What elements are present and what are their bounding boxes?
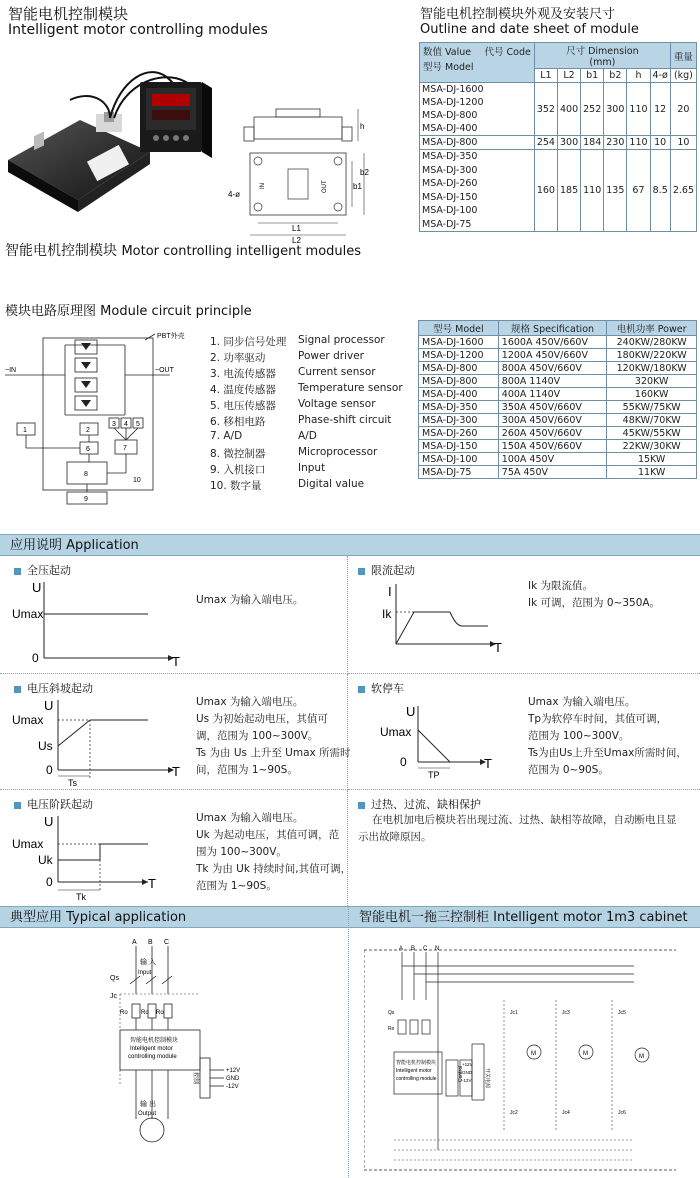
legend-en: Current sensor bbox=[298, 366, 376, 378]
desc-line: Ts为由Us上升至Umax所需时间， bbox=[528, 747, 687, 759]
step-title-text: 电压阶跃起动 bbox=[27, 798, 93, 811]
table-cell: MSA-DJ-400 bbox=[419, 388, 499, 401]
circuit-in-label: ~IN bbox=[5, 367, 17, 374]
output-en: Output bbox=[138, 1111, 157, 1117]
outline-title-cn: 智能电机控制模块外观及安装尺寸 bbox=[420, 7, 616, 22]
input-en: Input bbox=[138, 970, 152, 976]
col-b1: b1 bbox=[581, 69, 604, 83]
col-kg: (kg) bbox=[670, 69, 696, 83]
circuit-diagram bbox=[5, 330, 205, 510]
dim-table-corner bbox=[420, 43, 535, 83]
table-cell: 300A 450V/660V bbox=[498, 414, 606, 427]
ramp-graph bbox=[8, 696, 188, 788]
soft-stop-title-text: 软停车 bbox=[371, 682, 404, 695]
module-en2: controlling module bbox=[396, 1076, 437, 1082]
v12n: -12V bbox=[462, 1078, 472, 1083]
table-row bbox=[420, 83, 697, 136]
jc-label: Jc3 bbox=[562, 1010, 570, 1016]
legend-en: Microprocessor bbox=[298, 446, 378, 458]
cell: 184 bbox=[581, 136, 604, 150]
control-cn: 控制 bbox=[192, 1072, 198, 1085]
circuit-pbt-label: PBT外壳 bbox=[157, 333, 185, 340]
model-name: MSA-DJ-1600 bbox=[422, 84, 484, 95]
power-table bbox=[418, 320, 697, 479]
table-cell: 45KW/55KW bbox=[607, 427, 697, 440]
table-cell: 22KW/30KW bbox=[607, 440, 697, 453]
phase-a: A bbox=[399, 946, 404, 952]
table-cell: 15KW bbox=[607, 453, 697, 466]
axis-ik: Ik bbox=[382, 607, 392, 621]
phase-a: A bbox=[132, 939, 137, 946]
table-row bbox=[419, 336, 697, 349]
desc-line: 范围为 100~300V。 bbox=[528, 730, 630, 742]
group1-models bbox=[420, 83, 535, 136]
jc-label: Jc1 bbox=[510, 1010, 518, 1016]
legend-en: Signal processor bbox=[298, 334, 385, 346]
circuit-node: 9 bbox=[84, 496, 88, 503]
dim-l2-label: L2 bbox=[292, 236, 301, 245]
legend-item bbox=[210, 414, 405, 430]
desc-line: 示出故障原因。 bbox=[358, 831, 432, 843]
header-size-mm: (mm) bbox=[589, 57, 616, 68]
circuit-node: 8 bbox=[84, 471, 88, 478]
gnd: GND bbox=[226, 1076, 240, 1082]
cell: 230 bbox=[604, 136, 627, 150]
col-phi: 4-ø bbox=[650, 69, 670, 83]
power-header-spec: 规格 Specification bbox=[498, 321, 606, 336]
legend-cn: 10. 数字量 bbox=[210, 480, 262, 492]
desc-line: Uk 为起动电压，其值可调，范 bbox=[196, 829, 340, 841]
axis-uk: Uk bbox=[38, 853, 53, 867]
axis-ts: Ts bbox=[68, 778, 77, 788]
circuit-node: 10 bbox=[133, 477, 141, 484]
circuit-title-cn: 模块电路原理图 bbox=[5, 304, 97, 319]
legend-cn: 6. 移相电路 bbox=[210, 416, 266, 428]
dimension-table bbox=[419, 42, 697, 232]
cell: 110 bbox=[627, 136, 650, 150]
legend-cn: 4. 温度传感器 bbox=[210, 384, 276, 396]
qs-label: Qs bbox=[110, 975, 119, 982]
page-title-cn: 智能电机控制模块 bbox=[8, 5, 129, 23]
table-cell: 100A 450V bbox=[498, 453, 606, 466]
phase-b: B bbox=[148, 939, 153, 946]
model-name: MSA-DJ-800 bbox=[422, 110, 478, 121]
axis-u: U bbox=[32, 580, 42, 595]
desc-line: 间，范围为 1~90S。 bbox=[196, 764, 298, 776]
axis-umax: Umax bbox=[12, 607, 44, 621]
power-header-power: 电机功率 Power bbox=[607, 321, 697, 336]
dimension-drawing bbox=[228, 105, 370, 245]
col-l2: L2 bbox=[557, 69, 580, 83]
legend-item bbox=[210, 366, 405, 382]
model-name: MSA-DJ-100 bbox=[422, 205, 478, 216]
group3-models bbox=[420, 150, 535, 232]
circuit-title bbox=[5, 300, 252, 319]
soft-stop-title bbox=[358, 680, 404, 696]
gnd: GND bbox=[462, 1070, 472, 1075]
legend-en: Phase-shift circuit bbox=[298, 414, 392, 426]
header-code: 代号 Code bbox=[484, 47, 531, 58]
desc-line: Umax 为输入端电压。 bbox=[196, 594, 304, 606]
bullet-icon bbox=[14, 802, 21, 809]
ramp-desc bbox=[196, 694, 351, 779]
application-bar: 应用说明 Application bbox=[0, 534, 700, 556]
table-row bbox=[419, 440, 697, 453]
axis-t: T bbox=[172, 654, 180, 669]
legend-item bbox=[210, 398, 405, 414]
table-cell: 800A 450V/660V bbox=[498, 362, 606, 375]
v12p: +12V bbox=[462, 1062, 473, 1067]
jc-label: Jc4 bbox=[562, 1110, 570, 1116]
ramp-title-text: 电压斜坡起动 bbox=[27, 682, 93, 695]
circuit-out-label: ~OUT bbox=[155, 367, 174, 374]
table-cell: 180KW/220KW bbox=[607, 349, 697, 362]
col-h: h bbox=[627, 69, 650, 83]
table-cell: 55KW/75KW bbox=[607, 401, 697, 414]
ro-label: Ro bbox=[388, 1026, 395, 1032]
legend-item bbox=[210, 446, 405, 462]
v12n: -12V bbox=[226, 1084, 239, 1090]
cell: 12 bbox=[650, 83, 670, 136]
page-title-en: Intelligent motor controlling modules bbox=[8, 22, 268, 38]
table-cell: 160KW bbox=[607, 388, 697, 401]
circuit-node: 5 bbox=[136, 421, 140, 428]
table-row bbox=[419, 388, 697, 401]
axis-umax: Umax bbox=[12, 713, 44, 727]
product-photo bbox=[0, 40, 240, 215]
table-cell: 1600A 450V/660V bbox=[498, 336, 606, 349]
table-cell: 75A 450V bbox=[498, 466, 606, 479]
table-row bbox=[419, 453, 697, 466]
circuit-legend bbox=[210, 334, 405, 494]
header-size-cn: 尺寸 Dimension bbox=[566, 46, 639, 57]
table-cell: MSA-DJ-100 bbox=[419, 453, 499, 466]
desc-line: Ik 可调，范围为 0~350A。 bbox=[528, 597, 661, 609]
header-size bbox=[534, 43, 670, 69]
desc-line: Tp为软停车时间，其值可调， bbox=[528, 713, 668, 725]
phase-n: N bbox=[435, 946, 440, 952]
axis-t: T bbox=[148, 876, 156, 891]
legend-en: Power driver bbox=[298, 350, 364, 362]
protection-desc bbox=[358, 812, 677, 846]
table-cell: MSA-DJ-300 bbox=[419, 414, 499, 427]
legend-item bbox=[210, 382, 405, 398]
header-value: 数值 Value bbox=[423, 47, 472, 58]
axis-us: Us bbox=[38, 739, 53, 753]
table-cell: 260A 450V/660V bbox=[498, 427, 606, 440]
soft-stop-desc bbox=[528, 694, 687, 779]
axis-u: U bbox=[44, 698, 54, 713]
model-name: MSA-DJ-800 bbox=[420, 136, 535, 150]
axis-umax: Umax bbox=[12, 837, 44, 851]
current-limit-title bbox=[358, 562, 415, 578]
current-limit-desc bbox=[528, 578, 660, 612]
cell: 8.5 bbox=[650, 150, 670, 232]
axis-u: U bbox=[406, 704, 416, 719]
table-cell: 1200A 450V/660V bbox=[498, 349, 606, 362]
section2-title-en: Motor controlling intelligent modules bbox=[121, 244, 362, 259]
legend-item bbox=[210, 462, 405, 478]
model-name: MSA-DJ-150 bbox=[422, 191, 478, 203]
full-voltage-title bbox=[14, 562, 71, 578]
divider bbox=[348, 929, 349, 1178]
section2-title bbox=[5, 240, 361, 260]
desc-line: Ts 为由 Us 上升至 Umax 所需时 bbox=[196, 747, 351, 759]
table-row bbox=[419, 466, 697, 479]
desc-line: Umax 为输入端电压。 bbox=[196, 812, 304, 824]
table-row bbox=[419, 375, 697, 388]
cell: 400 bbox=[557, 83, 580, 136]
table-cell: MSA-DJ-150 bbox=[419, 440, 499, 453]
table-cell: MSA-DJ-800 bbox=[419, 362, 499, 375]
control-label: Control bbox=[458, 1065, 464, 1082]
axis-t: T bbox=[494, 640, 502, 655]
cabinet-wiring-diagram bbox=[364, 940, 676, 1172]
desc-line: Us 为初始起动电压，其值可 bbox=[196, 713, 328, 725]
model-name: MSA-DJ-400 bbox=[422, 123, 478, 134]
legend-cn: 1. 同步信号处理 bbox=[210, 336, 287, 348]
desc-line: 范围为 1~90S。 bbox=[196, 880, 277, 892]
dim-in-label: IN bbox=[260, 183, 266, 189]
cell: 67 bbox=[627, 150, 650, 232]
legend-en: A/D bbox=[298, 430, 317, 442]
phase-b: B bbox=[411, 946, 416, 952]
legend-cn: 8. 微控制器 bbox=[210, 448, 266, 460]
axis-umax: Umax bbox=[380, 725, 412, 739]
table-cell: MSA-DJ-75 bbox=[419, 466, 499, 479]
table-row bbox=[420, 136, 697, 150]
legend-item bbox=[210, 430, 405, 446]
protection-title bbox=[358, 796, 481, 812]
phase-c: C bbox=[164, 939, 170, 946]
qs-label: Qs bbox=[388, 1010, 395, 1016]
ramp-title bbox=[14, 680, 93, 696]
table-cell: 120KW/180KW bbox=[607, 362, 697, 375]
input-cn: 输 入 bbox=[140, 959, 156, 966]
bullet-icon bbox=[14, 568, 21, 575]
desc-line: 在电机加电后模块若出现过流、过热、缺相等故障，自动断电且显 bbox=[372, 814, 677, 826]
table-cell: MSA-DJ-800 bbox=[419, 375, 499, 388]
table-cell: 350A 450V/660V bbox=[498, 401, 606, 414]
dim-b2-label: b2 bbox=[360, 168, 369, 177]
col-b2: b2 bbox=[604, 69, 627, 83]
table-cell: 800A 1140V bbox=[498, 375, 606, 388]
dim-phi-label: 4-ø bbox=[228, 190, 240, 199]
output-cn: 输 出 bbox=[140, 1101, 156, 1108]
protection-title-text: 过热、过流、缺相保护 bbox=[371, 798, 481, 811]
legend-en: Temperature sensor bbox=[298, 382, 403, 394]
table-row bbox=[419, 349, 697, 362]
table-cell: MSA-DJ-1200 bbox=[419, 349, 499, 362]
cell: 254 bbox=[534, 136, 557, 150]
cell: 2.65 bbox=[670, 150, 696, 232]
table-cell: 240KW/280KW bbox=[607, 336, 697, 349]
dim-l1-label: L1 bbox=[292, 224, 301, 233]
current-limit-graph bbox=[380, 578, 510, 670]
circuit-node: 4 bbox=[124, 421, 128, 428]
phase-c: C bbox=[423, 946, 428, 952]
cell: 110 bbox=[627, 83, 650, 136]
dim-h-label: h bbox=[360, 122, 365, 131]
desc-line: Umax 为输入端电压。 bbox=[196, 696, 304, 708]
motor-label: M bbox=[583, 1051, 588, 1057]
legend-cn: 9. 入机接口 bbox=[210, 464, 266, 476]
legend-cn: 5. 电压传感器 bbox=[210, 400, 276, 412]
ro-label: Ro bbox=[141, 1010, 149, 1016]
v12p: +12V bbox=[226, 1068, 241, 1074]
cell: 185 bbox=[557, 150, 580, 232]
axis-t: T bbox=[172, 764, 180, 779]
jc-label: Jc5 bbox=[618, 1010, 626, 1016]
legend-en: Digital value bbox=[298, 478, 365, 490]
table-row bbox=[419, 427, 697, 440]
legend-item bbox=[210, 478, 405, 494]
desc-line: 围为 100~300V。 bbox=[196, 846, 287, 858]
model-name: MSA-DJ-1200 bbox=[422, 97, 484, 108]
circuit-node: 7 bbox=[123, 445, 127, 452]
header-model: 型号 Model bbox=[423, 62, 474, 73]
full-voltage-desc bbox=[196, 592, 303, 609]
ro-label: Ro bbox=[120, 1010, 128, 1016]
motor-label: M bbox=[531, 1051, 536, 1057]
current-limit-title-text: 限流起动 bbox=[371, 564, 415, 577]
table-cell: MSA-DJ-1600 bbox=[419, 336, 499, 349]
bullet-icon bbox=[358, 686, 365, 693]
table-cell: 320KW bbox=[607, 375, 697, 388]
power-header-model: 型号 Model bbox=[419, 321, 499, 336]
table-row bbox=[419, 414, 697, 427]
axis-u: U bbox=[44, 814, 54, 829]
desc-line: Tk 为由 Uk 持续时间,其值可调， bbox=[196, 863, 352, 875]
motor-label: M bbox=[639, 1054, 644, 1060]
cell: 160 bbox=[534, 150, 557, 232]
cell: 300 bbox=[557, 136, 580, 150]
desc-line: 范围为 0~90S。 bbox=[528, 764, 609, 776]
cell: 20 bbox=[670, 83, 696, 136]
axis-zero: 0 bbox=[32, 651, 39, 665]
circuit-title-en: Module circuit principle bbox=[100, 304, 252, 319]
axis-tp: TP bbox=[428, 770, 440, 780]
axis-zero: 0 bbox=[46, 875, 53, 889]
section2-title-cn: 智能电机控制模块 bbox=[5, 243, 117, 259]
cell: 300 bbox=[604, 83, 627, 136]
ro-label: Ro bbox=[156, 1010, 164, 1016]
typical-bar: 典型应用 Typical application bbox=[0, 906, 348, 928]
model-name: MSA-DJ-75 bbox=[422, 218, 472, 230]
module-en1: Intelligent motor bbox=[396, 1068, 432, 1074]
table-row bbox=[419, 401, 697, 414]
desc-line: 调，范围为 100~300V。 bbox=[196, 730, 319, 742]
circuit-node: 1 bbox=[23, 427, 27, 434]
desc-line: Ik 为限流值。 bbox=[528, 580, 594, 592]
circuit-node: 6 bbox=[86, 446, 90, 453]
legend-cn: 3. 电流传感器 bbox=[210, 368, 276, 380]
model-name: MSA-DJ-260 bbox=[422, 178, 478, 189]
circuit-node: 3 bbox=[112, 421, 116, 428]
model-name: MSA-DJ-300 bbox=[422, 164, 478, 176]
switch-power: 开关电源 bbox=[484, 1068, 490, 1089]
legend-item bbox=[210, 334, 405, 350]
legend-en: Input bbox=[298, 462, 326, 474]
axis-zero: 0 bbox=[400, 755, 407, 769]
step-desc bbox=[196, 810, 351, 895]
full-voltage-graph bbox=[8, 578, 188, 670]
module-cn: 智能电机控制模块 bbox=[130, 1038, 179, 1044]
soft-stop-graph bbox=[378, 702, 518, 786]
outline-title-en: Outline and date sheet of module bbox=[420, 22, 639, 37]
bullet-icon bbox=[358, 568, 365, 575]
module-cn: 智能电机控制模块 bbox=[396, 1060, 437, 1066]
jc-label: Jc6 bbox=[618, 1110, 626, 1116]
cabinet-bar: 智能电机一拖三控制柜 Intelligent motor 1m3 cabinet bbox=[348, 906, 700, 928]
axis-zero: 0 bbox=[46, 763, 53, 777]
step-graph bbox=[8, 812, 188, 902]
cell: 135 bbox=[604, 150, 627, 232]
table-cell: 400A 1140V bbox=[498, 388, 606, 401]
bullet-icon bbox=[358, 802, 365, 809]
table-cell: 11KW bbox=[607, 466, 697, 479]
desc-line: Umax 为输入端电压。 bbox=[528, 696, 636, 708]
legend-en: Voltage sensor bbox=[298, 398, 376, 410]
cell: 352 bbox=[534, 83, 557, 136]
full-voltage-title-text: 全压起动 bbox=[27, 564, 71, 577]
circuit-node: 2 bbox=[86, 427, 90, 434]
cell: 252 bbox=[581, 83, 604, 136]
typical-wiring-diagram bbox=[100, 934, 260, 1164]
table-row bbox=[420, 150, 697, 232]
axis-tk: Tk bbox=[76, 892, 86, 902]
dim-out-label: OUT bbox=[322, 180, 328, 193]
table-cell: 48KW/70KW bbox=[607, 414, 697, 427]
module-en1: Intelligent motor bbox=[130, 1046, 173, 1052]
jc-label: Jc2 bbox=[510, 1110, 518, 1116]
legend-item bbox=[210, 350, 405, 366]
header-weight: 重量 bbox=[670, 43, 696, 69]
model-name: MSA-DJ-350 bbox=[422, 151, 478, 162]
col-l1: L1 bbox=[534, 69, 557, 83]
step-title bbox=[14, 796, 93, 812]
table-row bbox=[419, 362, 697, 375]
legend-cn: 2. 功率驱动 bbox=[210, 352, 266, 364]
table-cell: MSA-DJ-260 bbox=[419, 427, 499, 440]
module-en2: controlling module bbox=[128, 1054, 177, 1060]
jc-label: Jc bbox=[110, 993, 117, 1000]
cell: 10 bbox=[650, 136, 670, 150]
axis-t: T bbox=[484, 756, 492, 771]
dim-b1-label: b1 bbox=[353, 182, 362, 191]
cell: 10 bbox=[670, 136, 696, 150]
table-cell: 150A 450V/660V bbox=[498, 440, 606, 453]
legend-cn: 7. A/D bbox=[210, 430, 243, 442]
axis-i: I bbox=[388, 584, 392, 599]
bullet-icon bbox=[14, 686, 21, 693]
cell: 110 bbox=[581, 150, 604, 232]
table-cell: MSA-DJ-350 bbox=[419, 401, 499, 414]
